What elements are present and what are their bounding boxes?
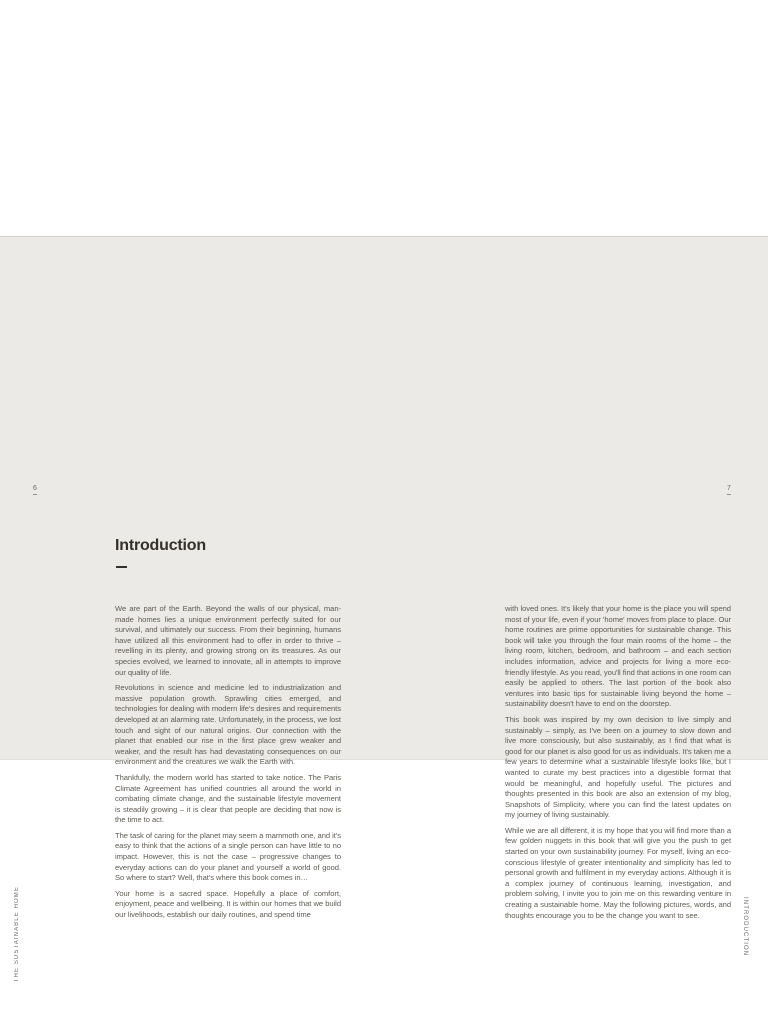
right-text-column [505,604,731,921]
paragraph: Thankfully, the modern world has started to take notice. The Paris Climate Agreement has unified countries all around the world in combating climate change, and the sustainable lifestyle movement is steadily growing – it is clear that people are deciding that now is the time to act. [115,772,341,825]
paragraph: Your home is a sacred space. Hopefully a place of comfort, enjoyment, peace and wellbeing. It is within our homes that we build our livelihoods, establish our daily routines, and spend time [115,888,341,920]
paragraph: Revolutions in science and medicine led to industrialization and massive population growth. Sprawling cities emerged, and technologies for dealing with modern life's desires and requirements developed at an alarming rate. Unfortunately, in the process, we lost touch and sight of our natural origins. Our connection with the planet that enabled our rise in the first place grew weaker and weaker, and the result has had devastating consequences on our environment and the creatures we walk the Earth with. [115,683,341,767]
book-spread [0,236,768,983]
paragraph: with loved ones. It's likely that your home is the place you will spend most of your life, even if your 'home' moves from place to place. Our home routines are prime opportunities for sustainable change. This book will take you through the four main rooms of the home – the living room, kitchen, bedroom, and bathroom – and each section includes information, advice and projects for living a more eco-friendly lifestyle. As you read, you'll find that actions in one room can easily be applied to others. The last portion of the book also ventures into basic tips for sustainable living beyond the home – sustainability doesn't have to end on the doorstep. [505,604,731,709]
paragraph: While we are all different, it is my hope that you will find more than a few golden nuggets in this book that will give you the push to get started on your own sustainability journey. For myself, living an eco-conscious lifestyle of greater intentionality and simplicity has led to personal growth and fulfilment in my everyday actions. Although it is a complex journey of continuous learning, investigation, and problem solving, I invite you to join me on this rewarding venture in creating a sustainable home. May the following pictures, words, and thoughts encourage you to be the change you want to see. [505,825,731,920]
page-number-right [727,485,731,495]
paragraph: We are part of the Earth. Beyond the walls of our physical, man-made homes lies a unique environment perfectly suited for our survival, and ultimately our success. From their beginning, humans have utilized all this environment had to offer in order to thrive – revelling in its plenty, and growing strong on its treasures. As our species evolved, we learned to innovate, all in attempts to improve our quality of life. [115,604,341,677]
heading-rule [116,566,127,568]
page-number-right-value: 7 [727,485,731,495]
left-text-column [115,604,341,921]
running-head-chapter: INTRODUCTION [742,897,748,957]
chapter-heading: Introduction [115,537,206,554]
page-number-left [33,485,37,495]
page-number-left-value: 6 [33,485,37,495]
running-head-book-title: THE SUSTAINABLE HOME [14,886,20,983]
paragraph: The task of caring for the planet may seem a mammoth one, and it's easy to think that the actions of a single person can have little to no impact. However, this is not the case – progressive changes to everyday actions can do your planet and yourself a world of good. So where to start? Well, that's where this book comes in… [115,830,341,883]
paragraph: This book was inspired by my own decision to live simply and sustainably – simply, as I've been on a journey to slow down and live more consciously, but also sustainably, as I find that what is good for our planet is also good for us as individuals. It's taken me a few years to determine what a sustainable lifestyle looks like, but I wanted to curate my best practices into a digestible format that would be meaningful, and hopefully useful. The pictures and thoughts presented in this book are also an extension of my blog, Snapshots of Simplicity, where you can find the latest updates on my journey of living sustainably. [505,714,731,820]
